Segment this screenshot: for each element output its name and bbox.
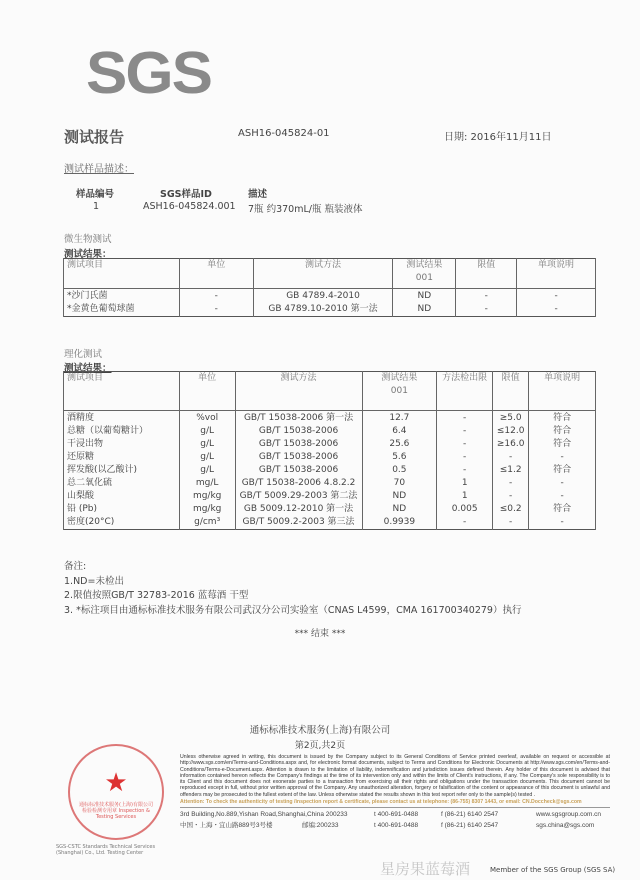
sample-desc: 7瓶 约370mL/瓶 瓶装液体 [248,204,363,215]
header-cell: 测试项目 [64,372,180,411]
address-row-cn [180,821,610,830]
sample-no: 1 [93,201,100,212]
table-cell: 5.6 [362,451,437,464]
table-cell: GB/T 15038-2006 4.8.2.2 [235,477,362,490]
table-row [64,516,596,530]
table-cell: - [456,303,517,317]
phone: t 400-691-0488 [374,811,419,819]
table-cell: - [529,516,596,530]
table-cell: ND [362,503,437,516]
table-cell: GB/T 15038-2006 [235,464,362,477]
sample-col-no: 样品编号 [76,189,115,200]
address-en: 3rd Building,No.889,Yishan Road,Shanghai,China 200233 [180,811,348,819]
sgs-logo: SGS [86,40,211,107]
header-cell: 测试结果 001 [393,259,456,289]
header-cell: 测试结果 001 [362,372,437,411]
table-cell: GB 4789.4-2010 [253,289,393,304]
table-cell: 1 [437,477,493,490]
table-cell: mg/kg [179,490,235,503]
table-cell: 12.7 [362,411,437,426]
chem-table [63,371,596,530]
table-cell: - [529,490,596,503]
table-row [64,289,596,304]
header-cell: 单项说明 [529,372,596,411]
table-cell: 铅 (Pb) [64,503,180,516]
table-cell: 70 [362,477,437,490]
footer-legal [180,754,610,830]
table-cell: ND [362,490,437,503]
table-cell: 干浸出物 [64,438,180,451]
table-row [64,425,596,438]
table-cell: 25.6 [362,438,437,451]
sample-col-desc: 描述 [248,189,268,200]
table-row [64,451,596,464]
table-cell: 酒精度 [64,411,180,426]
header-cell: 测试方法 [235,372,362,411]
note-item: 2.限值按照GB/T 32783-2016 蓝莓酒 干型 [64,590,249,601]
header-cell: 限值 [493,372,529,411]
table-cell: - [529,451,596,464]
table-cell: 总二氧化硫 [64,477,180,490]
report-date: 日期: 2016年11月11日 [444,132,552,143]
seal-text: 通标标准技术服务(上海)有限公司 检验检测专用章 Inspection & Testing Services [79,802,153,820]
table-cell: - [437,438,493,451]
table-cell: - [437,425,493,438]
table-cell: GB/T 15038-2006 [235,438,362,451]
fax: f (86-21) 6140 2547 [441,811,499,819]
company-seal [68,744,164,840]
chem-result-label: 测试结果： [64,363,112,374]
table-cell: - [517,289,596,304]
table-cell: - [493,490,529,503]
table-cell: - [179,289,253,304]
table-cell: 符合 [529,464,596,477]
sgs-member: Member of the SGS Group (SGS SA) [490,866,616,874]
phone-cn: t 400-691-0488 [374,822,419,830]
table-cell: - [493,516,529,530]
note-item: 1.ND=未检出 [64,575,124,587]
table-cell: 6.4 [362,425,437,438]
table-cell: GB 4789.10-2010 第一法 [253,303,393,317]
table-cell: ≥16.0 [493,438,529,451]
table-row [64,464,596,477]
table-cell: - [437,451,493,464]
sample-col-id: SGS样品ID [160,189,212,200]
table-cell: - [456,289,517,304]
table-cell: 总糖（以葡萄糖计） [64,425,180,438]
table-cell: - [179,303,253,317]
table-cell: g/cm³ [179,516,235,530]
watermark: 星房果蓝莓酒 [380,860,471,878]
table-cell: mg/kg [179,503,235,516]
table-cell: 山梨酸 [64,490,180,503]
table-cell: GB/T 5009.2-2003 第三法 [235,516,362,530]
seal-side-text: SGS-CSTC Standards Technical Services (Shanghai) Co., Ltd. Testing Center [56,844,156,856]
notes [64,560,521,618]
table-cell: - [493,477,529,490]
table-cell: ND [393,289,456,304]
table-cell: 符合 [529,438,596,451]
table-cell: *金黄色葡萄球菌 [64,303,180,317]
table-row [64,477,596,490]
table-cell: g/L [179,464,235,477]
footer-company: 通标标准技术服务(上海)有限公司 [249,725,391,736]
table-cell: ≤0.2 [493,503,529,516]
zip-cn: 邮编:200233 [302,822,339,830]
table-cell: 还原糖 [64,451,180,464]
table-cell: GB 5009.12-2010 第一法 [235,503,362,516]
footer-page: 第2页,共2页 [294,741,346,751]
table-cell: GB/T 15038-2006 第一法 [235,411,362,426]
sample-id: ASH16-045824.001 [143,201,236,212]
table-cell: - [493,451,529,464]
table-cell: - [517,303,596,317]
table-cell: 符合 [529,503,596,516]
report-number: ASH16-045824-01 [238,128,330,139]
email-link[interactable]: sgs.china@sgs.com [536,822,595,830]
table-cell: 0.005 [437,503,493,516]
table-cell: - [437,464,493,477]
chem-section: 理化测试 [64,349,103,360]
star-icon: ★ [104,768,128,798]
table-row [64,490,596,503]
header-cell: 单位 [179,372,235,411]
disclaimer: Unless otherwise agreed in writing, this document is issued by the Company subject to its General Conditions of Service printed overleaf, available on request or accessible at http://www.sgs.com/en/Terms-and-Conditions.aspx and, for electronic format documents, subject to Terms and Conditions for Electronic Documents at http://www.sgs.com/en/Terms-and-Conditions/Terms-e-Document.aspx. Attention is drawn to the limitation of liability, indemnification and jurisdiction issues defined therein. Any holder of this document is advised that information contained hereon reflects the Company's findings at the time of its intervention only and within the limits of Client's instructions, if any. The Company's sole responsibility is to its Client and this document does not exonerate parties to a transaction from exercising all their rights and obligations under the transaction documents. This document cannot be reproduced except in full, without prior written approval of the Company. Any unauthorized alteration, forgery or falsification of the content or appearance of this document is unlawful and offenders may be prosecuted to the fullest extent of the law. Unless otherwise stated the results shown in this test report refer only to the sample(s) tested . [180,754,610,798]
header-cell: 方法检出限 [437,372,493,411]
table-cell: ≤12.0 [493,425,529,438]
table-row [64,438,596,451]
micro-result-label: 测试结果： [64,249,112,260]
table-cell: 符合 [529,411,596,426]
micro-table [63,258,596,317]
fax-cn: f (86-21) 6140 2547 [441,822,499,830]
header-cell: 测试方法 [253,259,393,289]
table-cell: 挥发酸(以乙酸计) [64,464,180,477]
table-cell: - [529,477,596,490]
header-cell: 限值 [456,259,517,289]
table-cell: GB/T 15038-2006 [235,425,362,438]
micro-section: 微生物测试 [64,234,112,245]
table-cell: g/L [179,425,235,438]
header-cell: 单项说明 [517,259,596,289]
table-cell: %vol [179,411,235,426]
end-marker: *** 结束 *** [294,629,346,639]
note-item: 3. *标注项目由通标标准技术服务有限公司武汉分公司实验室（CNAS L4599，CMA 161700340279）执行 [64,604,522,616]
address-cn: 中国・上海・宜山路889号3号楼 [180,822,273,830]
table-cell: g/L [179,451,235,464]
table-cell: GB/T 15038-2006 [235,451,362,464]
table-cell: - [437,516,493,530]
table-row [64,303,596,317]
sample-heading: 测试样品描述： [64,164,134,175]
header-cell: 测试项目 [64,259,180,289]
table-cell: ≤1.2 [493,464,529,477]
divider [180,807,610,808]
table-cell: ≥5.0 [493,411,529,426]
page-title: 测试报告 [64,128,125,146]
table-cell: mg/L [179,477,235,490]
table-cell: *沙门氏菌 [64,289,180,304]
table-cell: 1 [437,490,493,503]
table-row [64,411,596,426]
table-cell: 符合 [529,425,596,438]
table-cell: 0.5 [362,464,437,477]
address-row-en [180,810,610,819]
table-cell: ND [393,303,456,317]
table-cell: GB/T 5009.29-2003 第二法 [235,490,362,503]
table-row [64,503,596,516]
table-cell: - [437,411,493,426]
website-link[interactable]: www.sgsgroup.com.cn [536,811,602,819]
table-cell: g/L [179,438,235,451]
notes-heading: 备注: [64,561,87,572]
table-cell: 密度(20°C) [64,516,180,530]
table-cell: 0.9939 [362,516,437,530]
authenticity-notice: Attention: To check the authenticity of testing /inspection report & certificate, please contact us at telephone: (86-755) 8307 1443, or email: CN.Doccheck@sgs.com [180,799,582,806]
header-cell: 单位 [179,259,253,289]
